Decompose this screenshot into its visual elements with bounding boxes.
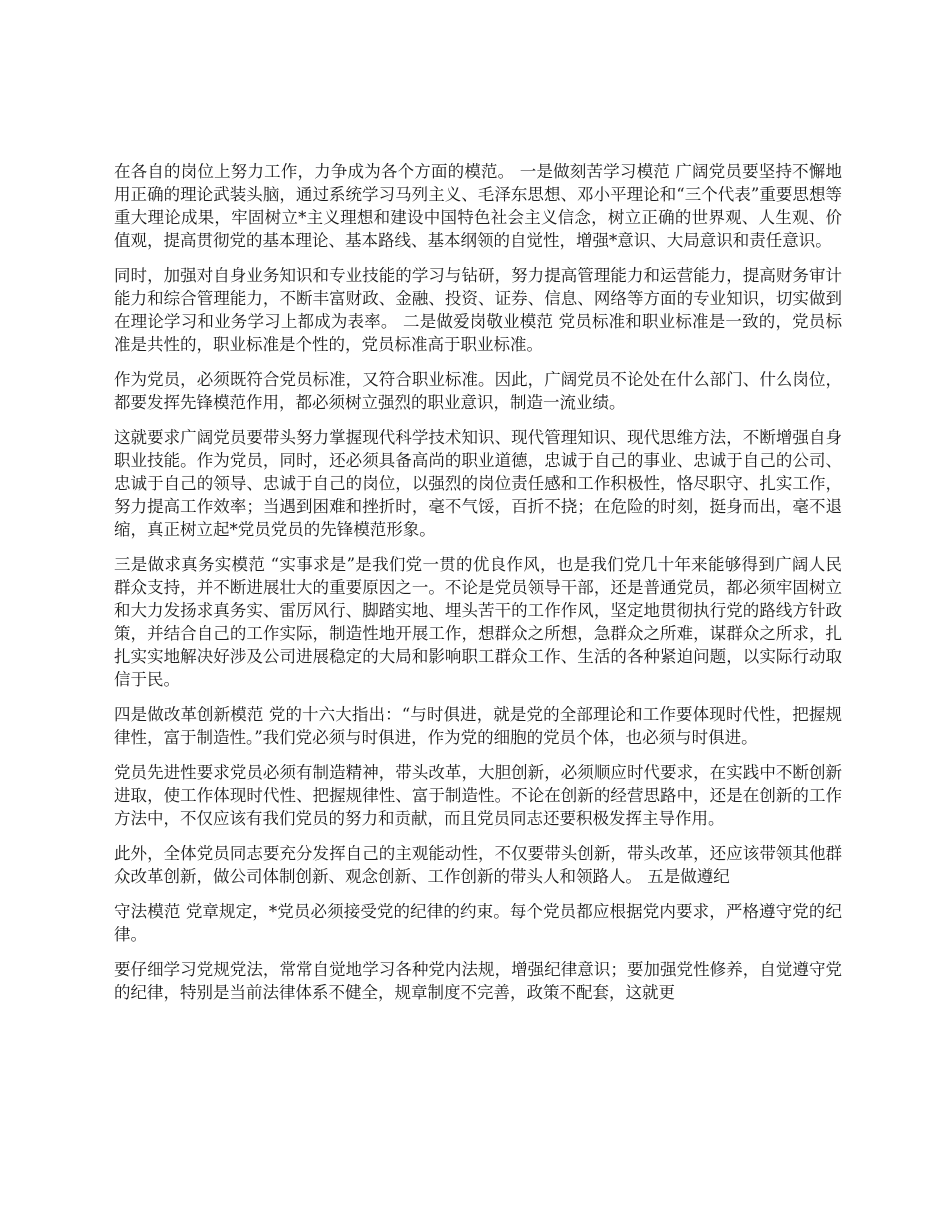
paragraph-3: 作为党员，必须既符合党员标准，又符合职业标准。因此，广阔党员不论处在什么部门、什么岗位，都要发挥先锋模范作用，都必须树立强烈的职业意识，制造一流业绩。 bbox=[114, 370, 842, 412]
paragraph-5: 三是做求真务实模范 “实事求是”是我们党一贯的优良作风，也是我们党几十年来能够得到广阔人民群众支持，并不断进展壮大的重要原因之一。不论是党员领导干部，还是普通党员，都必须牢固树立和大力发扬求真务实、雷厉风行、脚踏实地、埋头苦干的工作作风，坚定地贯彻执行党的路线方针政策，并结合自己的工作实际，制造性地开展工作，想群众之所想，急群众之所难，谋群众之所求，扎扎实实地解决好涉及公司进展稳定的大局和影响职工群众工作、生活的各种紧迫问题，以实际行动取信于民。 bbox=[114, 555, 842, 689]
paragraph-9: 守法模范 党章规定，*党员必须接受党的纪律的约束。每个党员都应根据党内要求，严格遵守党的纪律。 bbox=[114, 902, 842, 944]
paragraph-1: 在各自的岗位上努力工作，力争成为各个方面的模范。 一是做刻苦学习模范 广阔党员要坚持不懈地用正确的理论武装头脑，通过系统学习马列主义、毛泽东思想、邓小平理论和“三个代表”重要思想等重大理论成果，牢固树立*主义理想和建设中国特色社会主义信念，树立正确的世界观、人生观、价值观，提高贯彻党的基本理论、基本路线、基本纲领的自觉性，增强*意识、大局意识和责任意识。 bbox=[114, 162, 842, 250]
paragraph-6: 四是做改革创新模范 党的十六大指出：“与时俱进，就是党的全部理论和工作要体现时代性，把握规律性，富于制造性。”我们党必须与时俱进，作为党的细胞的党员个体，也必须与时俱进。 bbox=[114, 705, 842, 747]
paragraph-2: 同时，加强对自身业务知识和专业技能的学习与钻研，努力提高管理能力和运营能力，提高财务审计能力和综合管理能力，不断丰富财政、金融、投资、证券、信息、网络等方面的专业知识，切实做到在理论学习和业务学习上都成为表率。 二是做爱岗敬业模范 党员标准和职业标准是一致的，党员标准是共性的，职业标准是个性的，党员标准高于职业标准。 bbox=[114, 266, 842, 354]
paragraph-7: 党员先进性要求党员必须有制造精神，带头改革，大胆创新，必须顺应时代要求，在实践中不断创新进取，使工作体现时代性、把握规律性、富于制造性。不论在创新的经营思路中，还是在创新的工作方法中，不仅应该有我们党员的努力和贡献，而且党员同志还要积极发挥主导作用。 bbox=[114, 763, 842, 828]
paragraph-10: 要仔细学习党规党法，常常自觉地学习各种党内法规，增强纪律意识；要加强党性修养，自觉遵守党的纪律，特别是当前法律体系不健全，规章制度不完善，政策不配套，这就更 bbox=[114, 960, 842, 1002]
document-body bbox=[114, 160, 842, 1016]
paragraph-4: 这就要求广阔党员要带头努力掌握现代科学技术知识、现代管理知识、现代思维方法，不断增强自身职业技能。作为党员，同时，还必须具备高尚的职业道德，忠诚于自己的事业、忠诚于自己的公司、忠诚于自己的领导、忠诚于自己的岗位，以强烈的岗位责任感和工作积极性，恪尽职守、扎实工作，努力提高工作效率；当遇到困难和挫折时，毫不气馁，百折不挠；在危险的时刻，挺身而出，毫不退缩，真正树立起*党员党员的先锋模范形象。 bbox=[114, 428, 842, 539]
paragraph-8: 此外，全体党员同志要充分发挥自己的主观能动性，不仅要带头创新，带头改革，还应该带领其他群众改革创新，做公司体制创新、观念创新、工作创新的带头人和领路人。 五是做遵纪 bbox=[114, 844, 842, 886]
